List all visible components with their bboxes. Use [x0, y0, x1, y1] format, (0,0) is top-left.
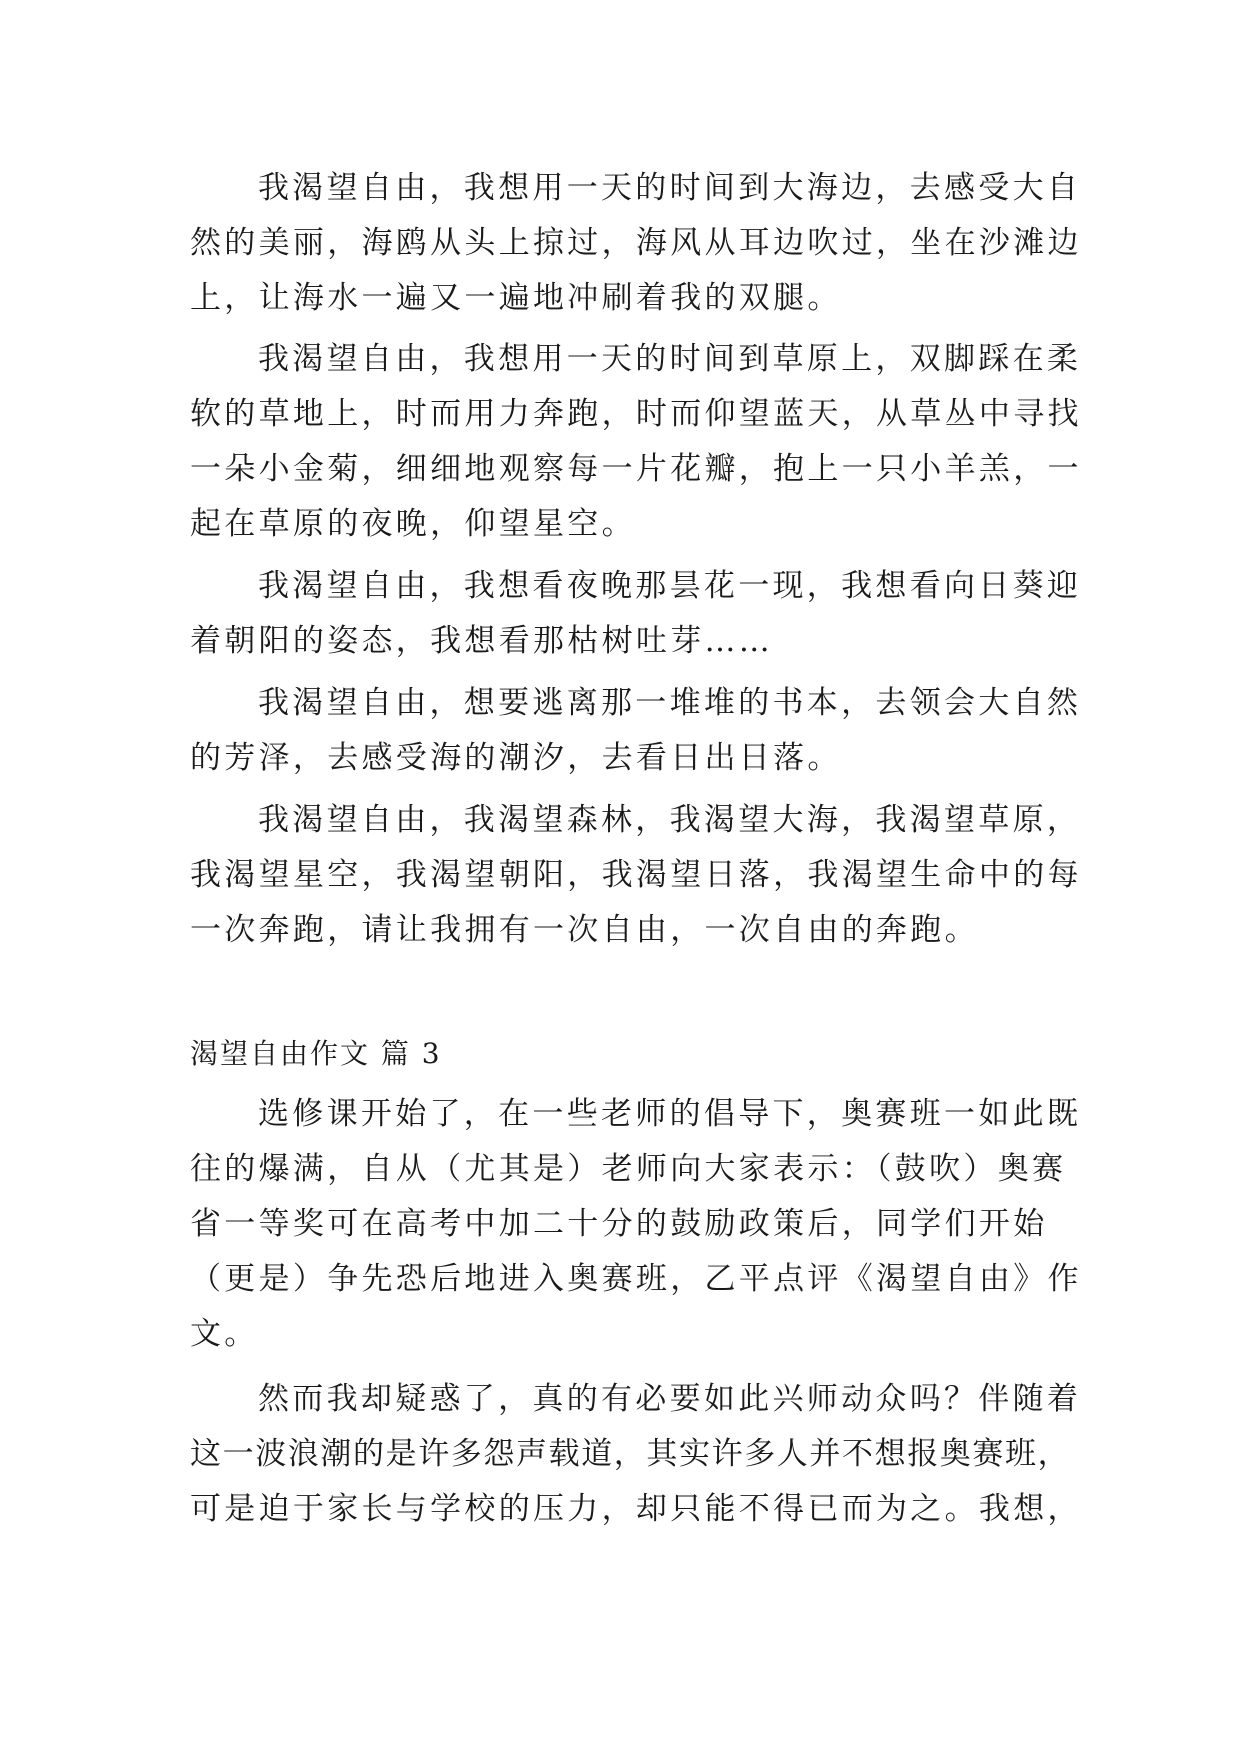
text-line: 这一波浪潮的是许多怨声载道，其实许多人并不想报奥赛班，	[190, 1436, 1071, 1472]
text-line: 起在草原的夜晚，仰望星空。	[190, 506, 636, 542]
text-line: 我渴望自由，我想看夜晚那昙花一现，我想看向日葵迎	[258, 568, 1082, 604]
text-line: 然的美丽，海鸥从头上掠过，海风从耳边吹过，坐在沙滩边	[190, 225, 1082, 261]
text-line: 我渴望自由，我想用一天的时间到大海边，去感受大自	[258, 170, 1082, 206]
text-line: 我渴望星空，我渴望朝阳，我渴望日落，我渴望生命中的每	[190, 857, 1082, 893]
text-line: 可是迫于家长与学校的压力，却只能不得已而为之。我想，	[190, 1491, 1082, 1527]
text-line: 文。	[190, 1316, 259, 1352]
text-line: 一次奔跑，请让我拥有一次自由，一次自由的奔跑。	[190, 912, 979, 948]
text-line: 着朝阳的姿态，我想看那枯树吐芽……	[190, 623, 774, 659]
text-line: 选修课开始了，在一些老师的倡导下，奥赛班一如此既	[258, 1096, 1082, 1132]
text-line: 上，让海水一遍又一遍地冲刷着我的双腿。	[190, 280, 842, 316]
text-line: 省一等奖可在高考中加二十分的鼓励政策后，同学们开始	[190, 1206, 1048, 1242]
text-line: 往的爆满，自从（尤其是）老师向大家表示：（鼓吹）奥赛	[190, 1151, 1067, 1187]
text-line: 我渴望自由，我想用一天的时间到草原上，双脚踩在柔	[258, 341, 1082, 377]
text-line: 我渴望自由，想要逃离那一堆堆的书本，去领会大自然	[258, 685, 1082, 721]
section-heading: 渴望自由作文 篇 3	[190, 1037, 442, 1070]
text-line: 一朵小金菊，细细地观察每一片花瓣，抱上一只小羊羔，一	[190, 451, 1082, 487]
text-line: 然而我却疑惑了，真的有必要如此兴师动众吗？伴随着	[258, 1381, 1082, 1417]
text-line: 的芳泽，去感受海的潮汐，去看日出日落。	[190, 740, 842, 776]
text-line: 我渴望自由，我渴望森林，我渴望大海，我渴望草原，	[258, 802, 1082, 838]
text-line: 软的草地上，时而用力奔跑，时而仰望蓝天，从草丛中寻找	[190, 396, 1082, 432]
text-line: （更是）争先恐后地进入奥赛班，乙平点评《渴望自由》作	[190, 1261, 1082, 1297]
